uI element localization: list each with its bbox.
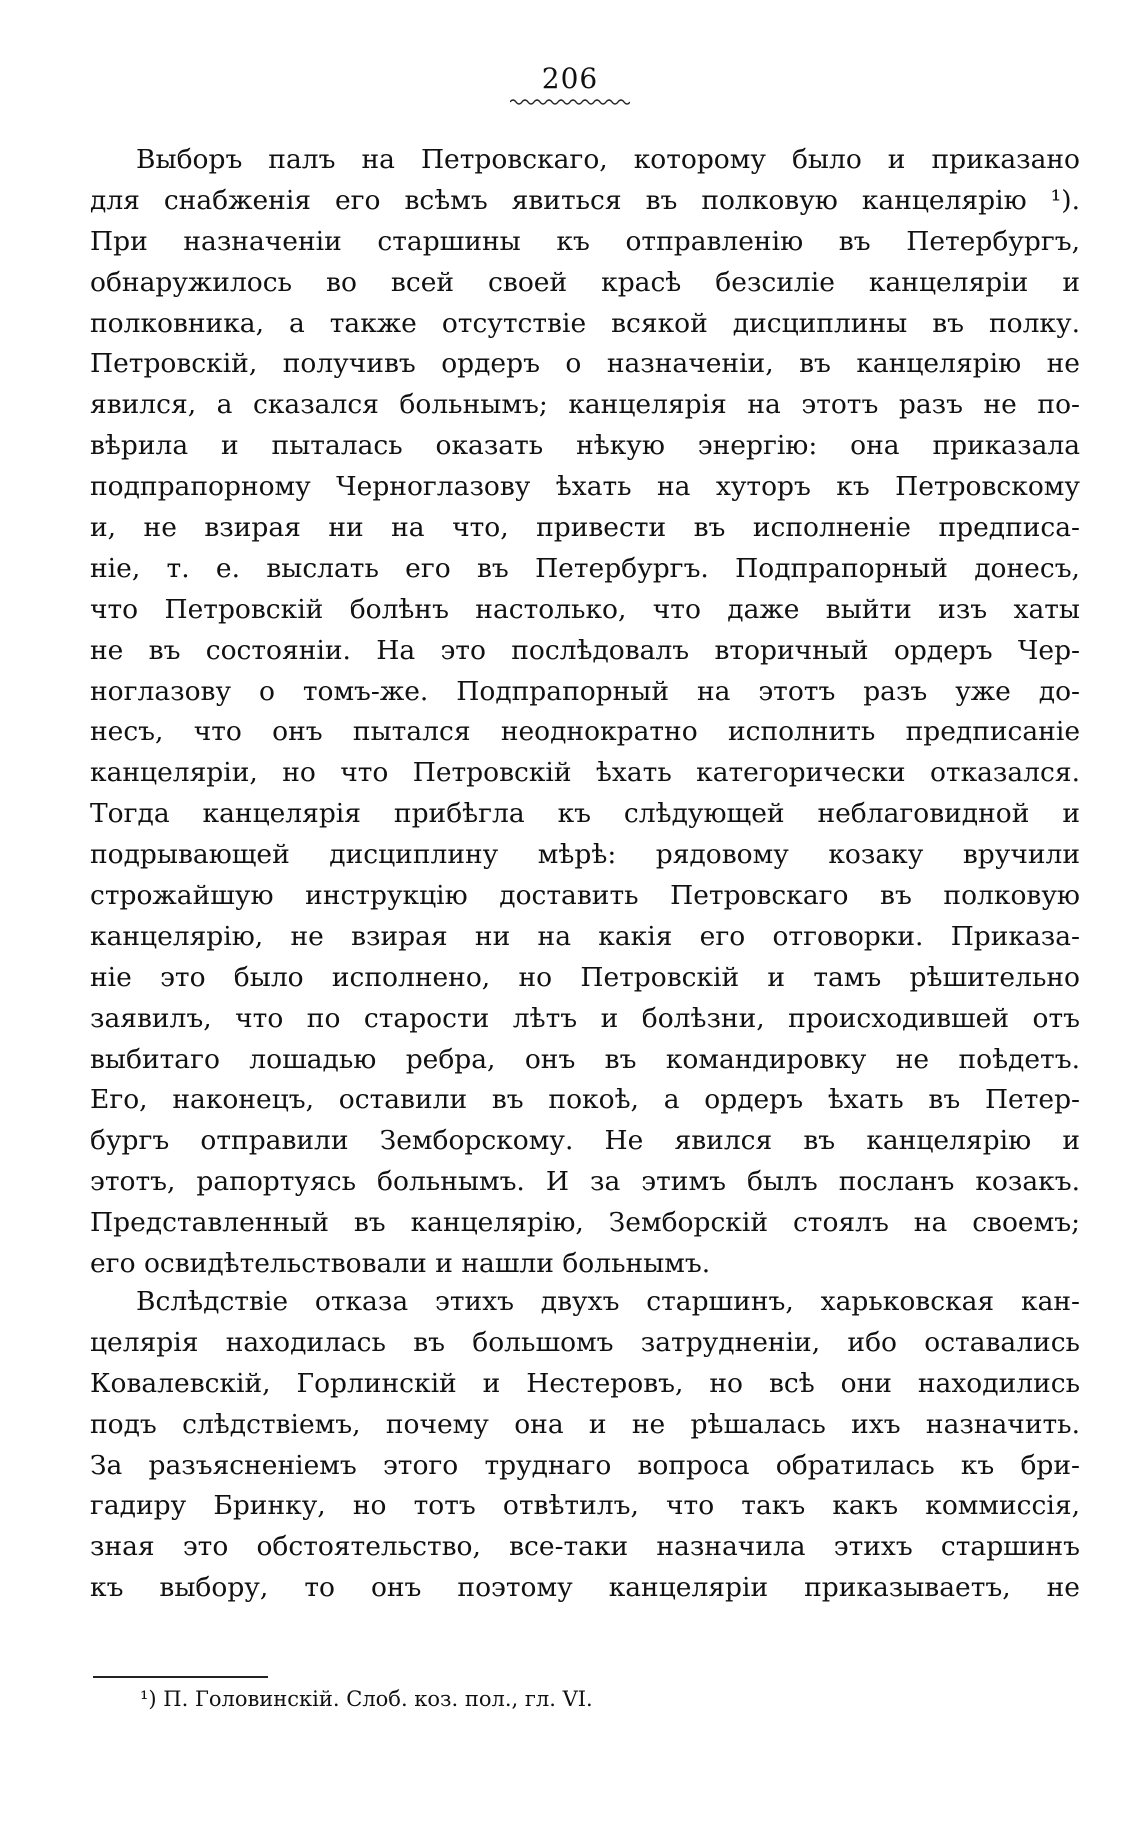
text-line: для снабженія его всѣмъ явиться въ полковую канцелярію ¹).: [90, 184, 1080, 216]
text-line: полковника, а также отсутствіе всякой дисциплины въ полку.: [90, 307, 1080, 339]
text-line: подъ слѣдствіемъ, почему она и не рѣшалась ихъ назначить.: [90, 1408, 1080, 1440]
text-line: Выборъ палъ на Петровскаго, которому было и приказано: [136, 144, 1080, 175]
text-line: подрывающей дисциплину мѣрѣ: рядовому козаку вручили: [90, 839, 1080, 871]
page-number: 206: [541, 62, 599, 95]
text-line: ніе это было исполнено, но Петровскій и тамъ рѣшительно: [90, 961, 1080, 993]
text-line: канцелярію, не взирая ни на какія его отговорки. Приказа-: [90, 920, 1080, 952]
text-line: Представленный въ канцелярію, Земборскій стоялъ на своемъ;: [90, 1207, 1080, 1239]
text-line: зная это обстоятельство, все-таки назначила этихъ старшинъ: [90, 1531, 1080, 1563]
paragraph-1: [90, 140, 1080, 1285]
footnote: ¹) П. Головинскій. Слоб. коз. пол., гл. VI.: [140, 1687, 593, 1711]
page-header: [0, 62, 1140, 107]
text-line: этотъ, рапортуясь больнымъ. И за этимъ былъ посланъ козакъ.: [90, 1166, 1080, 1198]
text-line: гадиру Бринку, но тотъ отвѣтилъ, что такъ какъ коммиссія,: [90, 1490, 1080, 1522]
text-line: выбитаго лошадью ребра, онъ въ командировку не поѣдетъ.: [90, 1043, 1080, 1075]
text-line: не въ состояніи. На это послѣдовалъ вторичный ордеръ Чер-: [90, 634, 1080, 666]
text-line: что Петровскій болѣнъ настолько, что даже выйти изъ хаты: [90, 593, 1080, 625]
text-line: ніе, т. е. выслать его въ Петербургъ. Подпрапорный донесъ,: [90, 552, 1080, 584]
text-line: заявилъ, что по старости лѣтъ и болѣзни, происходившей отъ: [90, 1002, 1080, 1034]
text-line: несъ, что онъ пытался неоднократно исполнить предписаніе: [90, 716, 1080, 748]
text-line: целярія находилась въ большомъ затрудненіи, ибо оставались: [90, 1326, 1080, 1358]
text-line: Его, наконецъ, оставили въ покоѣ, а ордеръ ѣхать въ Петер-: [90, 1084, 1080, 1116]
text-line: бургъ отправили Земборскому. Не явился въ канцелярію и: [90, 1125, 1080, 1157]
text-line: и, не взирая ни на что, привести въ исполненіе предписа-: [90, 512, 1080, 544]
text-line: обнаружилось во всей своей красѣ безсиліе канцеляріи и: [90, 266, 1080, 298]
footnote-separator: [93, 1676, 268, 1678]
text-line: При назначеніи старшины къ отправленію въ Петербургъ,: [90, 225, 1080, 257]
text-line: явился, а сказался больнымъ; канцелярія на этотъ разъ не по-: [90, 389, 1080, 421]
text-line: Вслѣдствіе отказа этихъ двухъ старшинъ, харьковская кан-: [136, 1286, 1080, 1317]
text-line: его освидѣтельствовали и нашли больнымъ.: [90, 1248, 711, 1280]
text-line: Ковалевскій, Горлинскій и Нестеровъ, но всѣ они находились: [90, 1367, 1080, 1399]
text-line: къ выбору, то онъ поэтому канцеляріи приказываетъ, не: [90, 1572, 1080, 1604]
text-line: подпрапорному Черноглазову ѣхать на хуторъ къ Петровскому: [90, 471, 1080, 503]
wavy-underline-ornament: [510, 97, 630, 107]
text-line: За разъясненіемъ этого труднаго вопроса обратилась къ бри-: [90, 1449, 1080, 1481]
text-line: канцеляріи, но что Петровскій ѣхать категорически отказался.: [90, 757, 1080, 789]
text-line: вѣрила и пыталась оказать нѣкую энергію: она приказала: [90, 430, 1080, 462]
text-line: Тогда канцелярія прибѣгла къ слѣдующей неблаговидной и: [90, 798, 1080, 830]
paragraph-2: [90, 1282, 1080, 1609]
text-line: ноглазову о томъ-же. Подпрапорный на этотъ разъ уже до-: [90, 675, 1080, 707]
text-line: Петровскій, получивъ ордеръ о назначеніи, въ канцелярію не: [90, 348, 1080, 380]
text-line: строжайшую инструкцію доставить Петровскаго въ полковую: [90, 880, 1080, 912]
